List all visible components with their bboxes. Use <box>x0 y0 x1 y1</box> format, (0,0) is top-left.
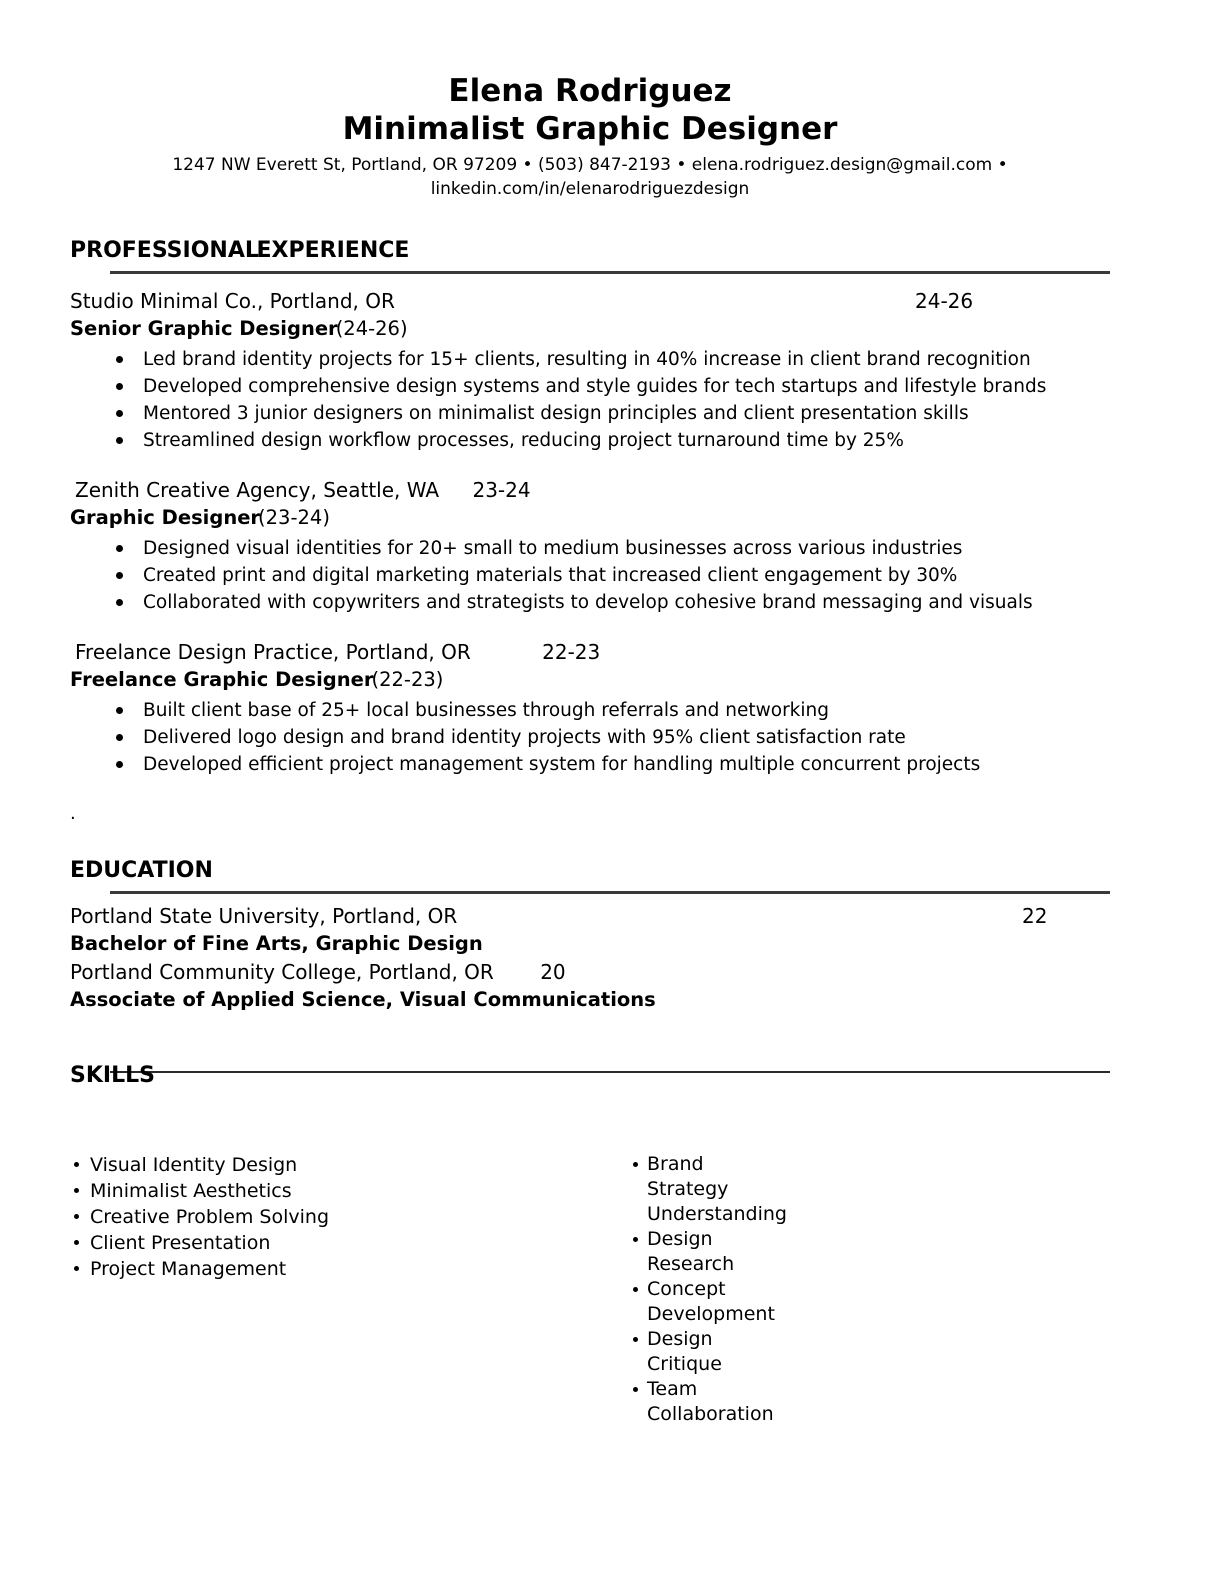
experience-bullet-list <box>70 346 1110 454</box>
company-row <box>70 638 1110 666</box>
company-name: Freelance Design Practice, Portland, OR <box>75 640 471 664</box>
education-rule <box>110 891 1110 894</box>
skills-column-left <box>70 1152 350 1427</box>
education-body <box>70 902 1110 1014</box>
school-dates: 20 <box>540 960 566 984</box>
skills-columns <box>70 1152 1110 1427</box>
experience-bullet: Created print and digital marketing materials that increased client engagement by 30% <box>143 562 1110 589</box>
skill-item: Creative Problem Solving <box>90 1204 350 1230</box>
company-name: Zenith Creative Agency, Seattle, WA <box>75 478 440 502</box>
role-title: Senior Graphic Designer <box>70 317 338 340</box>
role-row <box>70 666 1110 694</box>
skill-item: Project Management <box>90 1256 350 1282</box>
experience-heading: PROFESSIONAL EXPERIENCE <box>70 238 410 263</box>
section-education <box>70 857 1110 1014</box>
skill-item: Team Collaboration <box>647 1378 774 1425</box>
experience-bullet: Streamlined design workflow processes, reducing project turnaround time by 25% <box>143 427 1110 454</box>
education-heading: EDUCATION <box>70 858 213 883</box>
experience-bullet-list <box>70 535 1110 616</box>
experience-rule <box>110 271 1110 274</box>
skill-item: Brand Strategy Understanding <box>647 1153 787 1225</box>
section-skills <box>70 1062 1110 1427</box>
experience-bullet: Delivered logo design and brand identity projects with 95% client satisfaction rate <box>143 724 1110 751</box>
degree-name: Associate of Applied Science, Visual Communications <box>70 988 656 1011</box>
experience-bullet: Built client base of 25+ local businesses through referrals and networking <box>143 697 1110 724</box>
role-row <box>70 315 1110 343</box>
contact-line-1: 1247 NW Everett St, Portland, OR 97209 • (503) 847-2193 • elena.rodriguez.design@gmail.com • <box>172 155 1008 175</box>
skill-item: Design Research <box>647 1227 773 1277</box>
skills-heading: SKILLS <box>70 1063 155 1088</box>
person-title: Minimalist Graphic Designer <box>342 111 838 147</box>
experience-entry <box>70 638 1110 778</box>
experience-bullet: Designed visual identities for 20+ small to medium businesses across various industries <box>143 535 1110 562</box>
role-dates: (23-24) <box>258 506 330 529</box>
experience-bullet: Developed efficient project management system for handling multiple concurrent projects <box>143 751 1110 778</box>
company-dates: 22-23 <box>542 640 601 664</box>
skill-item: Design Critique <box>647 1327 773 1377</box>
degree-name: Bachelor of Fine Arts, Graphic Design <box>70 932 483 955</box>
education-school-row <box>70 958 1110 986</box>
experience-entry <box>70 476 1110 616</box>
company-dates: 24-26 <box>915 289 974 313</box>
section-professional-experience <box>70 237 1110 827</box>
school-name: Portland State University, Portland, OR <box>70 904 458 928</box>
experience-bullet: Collaborated with copywriters and strategists to develop cohesive brand messaging and visuals <box>143 589 1110 616</box>
school-name: Portland Community College, Portland, OR <box>70 960 494 984</box>
skill-item: Concept Development <box>647 1278 775 1325</box>
role-dates: (24-26) <box>335 317 408 340</box>
company-name: Studio Minimal Co., Portland, OR <box>70 289 395 313</box>
education-school-row <box>70 902 1110 930</box>
skill-item: Client Presentation <box>90 1230 350 1256</box>
role-dates: (22-23) <box>371 668 444 691</box>
experience-bullet: Developed comprehensive design systems and style guides for tech startups and lifestyle brands <box>143 373 1110 400</box>
experience-bullet-list <box>70 697 1110 778</box>
role-title: Graphic Designer <box>70 506 261 529</box>
company-row <box>70 476 1110 504</box>
person-name: Elena Rodriguez <box>448 73 732 109</box>
company-row <box>70 287 1110 315</box>
skill-item: Visual Identity Design <box>90 1152 350 1178</box>
skill-item: Minimalist Aesthetics <box>90 1178 350 1204</box>
skills-column-right <box>633 1152 787 1427</box>
company-dates: 23-24 <box>472 478 531 502</box>
experience-bullet: Mentored 3 junior designers on minimalist design principles and client presentation skills <box>143 400 1110 427</box>
role-row <box>70 504 1110 532</box>
role-title: Freelance Graphic Designer <box>70 668 374 691</box>
experience-bullet: Led brand identity projects for 15+ clients, resulting in 40% increase in client brand recognition <box>143 346 1110 373</box>
resume-header <box>70 72 1110 201</box>
experience-entry <box>70 287 1110 454</box>
school-dates: 22 <box>1022 904 1048 928</box>
contact-line-2: linkedin.com/in/elenarodriguezdesign <box>430 179 750 199</box>
stray-period: . <box>70 803 76 824</box>
